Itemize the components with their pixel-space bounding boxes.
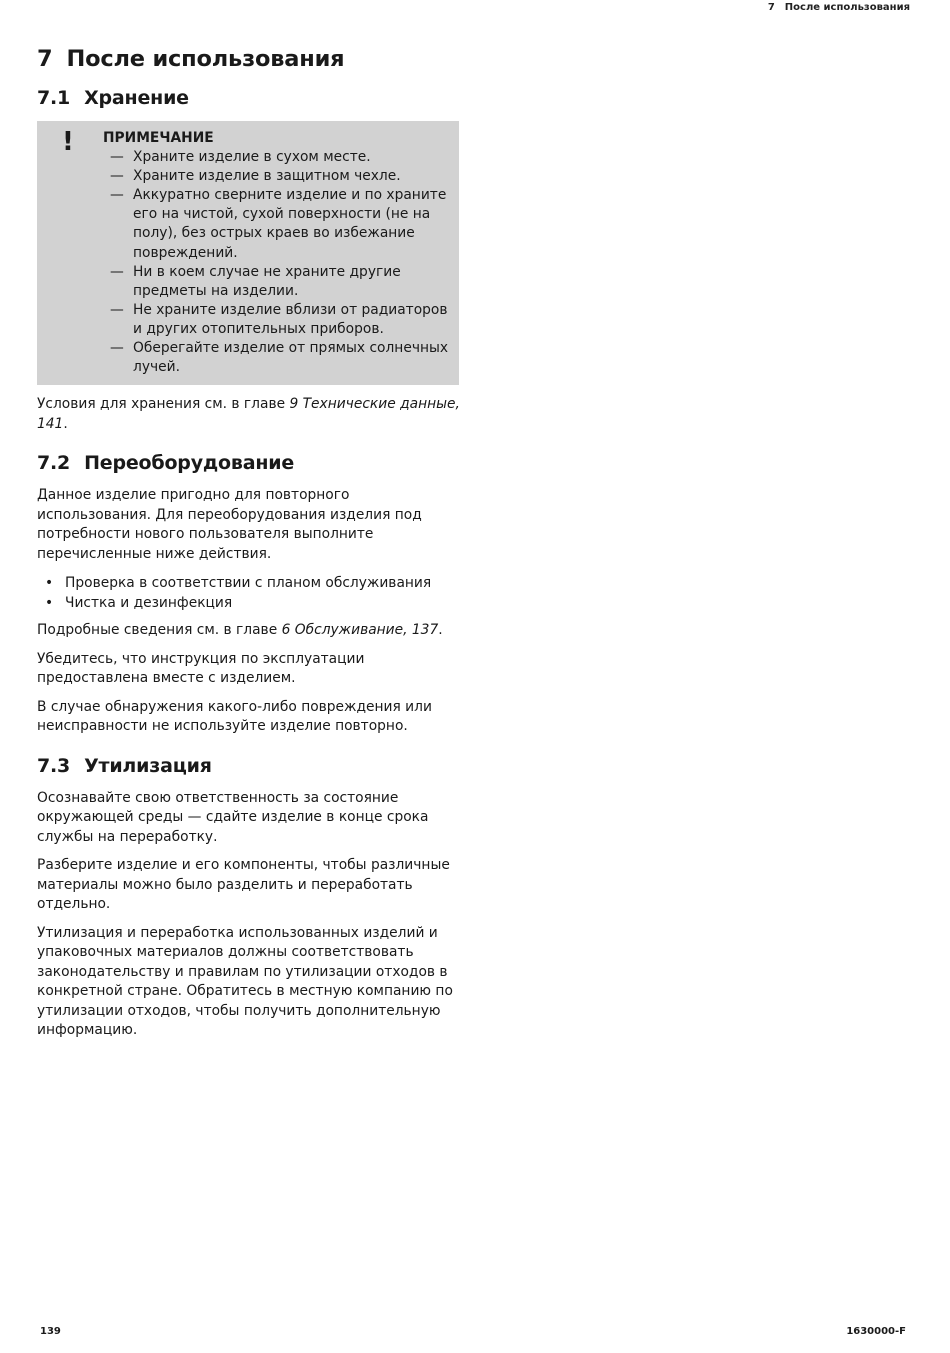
disposal-paragraph-3: Утилизация и переработка использованных изделий и упаковочных материалов должны соответствовать законодательству и правилам по утилизации отходов в конкретной стране. Обратитесь в местную компанию по утилизации отходов, чтобы получить дополнительную информацию.	[37, 924, 453, 1039]
exclamation-icon: !	[62, 127, 74, 157]
refurbish-manual-note: Убедитесь, что инструкция по эксплуатации предоставлена вместе с изделием.	[37, 650, 365, 687]
cross-reference-maintenance[interactable]: 6 Обслуживание, 137	[281, 622, 439, 639]
list-item: • Чистка и дезинфекция	[45, 595, 233, 612]
storage-conditions-paragraph: Условия для хранения см. в главе 9 Технические данные, 141.	[37, 396, 460, 432]
refurbish-intro: Данное изделие пригодно для повторного использования. Для переоборудования изделия под потребности нового пользователя выполните перечисленные ниже действия.	[37, 487, 422, 562]
chapter-title: После использования	[66, 46, 345, 72]
dash-marker: —	[110, 301, 124, 318]
running-header	[768, 2, 910, 13]
section-title: Хранение	[84, 87, 189, 109]
notice-item: — Аккуратно сверните изделие и по храните его на чистой, сухой поверхности (не на полу), без острых краев во избежание повреждений.	[110, 187, 447, 261]
notice-list	[103, 148, 459, 377]
list-item: • Проверка в соответствии с планом обслуживания	[45, 575, 432, 592]
notice-title: ПРИМЕЧАНИЕ	[103, 130, 214, 146]
notice-item: — Храните изделие в защитном чехле.	[103, 167, 459, 186]
dash-marker: —	[110, 168, 124, 185]
disposal-paragraph-2: Разберите изделие и его компоненты, чтобы различные материалы можно было разделить и переработать отдельно.	[37, 857, 450, 913]
bullet-marker: •	[45, 575, 54, 592]
running-header-chapter-number: 7	[767, 2, 775, 13]
disposal-paragraph-1: Осознавайте свою ответственность за состояние окружающей среды — сдайте изделие в конце срока службы на переработку.	[37, 789, 429, 845]
dash-marker: —	[110, 263, 124, 280]
notice-item: — Ни в коем случае не храните другие предметы на изделии.	[110, 263, 401, 299]
section-number: 7.3	[37, 754, 71, 777]
document-code: 1630000-F	[846, 1326, 906, 1337]
notice-item: — Не храните изделие вблизи от радиаторов и других отопительных приборов.	[110, 301, 448, 337]
section-title: Переоборудование	[84, 452, 295, 475]
section-title: Утилизация	[84, 754, 212, 777]
main-column	[37, 46, 461, 1050]
chapter-number: 7	[37, 46, 53, 72]
notice-item: — Храните изделие в сухом месте.	[103, 148, 459, 167]
storage-notice-box	[37, 121, 459, 385]
chapter-heading	[37, 46, 461, 72]
refurbish-details-paragraph: Подробные сведения см. в главе 6 Обслуживание, 137.	[37, 622, 443, 639]
page-number: 139	[40, 1326, 61, 1337]
section-number: 7.2	[37, 452, 71, 475]
notice-item: — Оберегайте изделие от прямых солнечных лучей.	[110, 340, 449, 376]
bullet-marker: •	[45, 595, 54, 612]
section-heading-refurbish	[37, 452, 461, 474]
section-number: 7.1	[37, 87, 71, 109]
running-header-chapter-title: После использования	[784, 2, 910, 13]
dash-marker: —	[110, 187, 124, 204]
refurbish-damage-note: В случае обнаружения какого-либо повреждения или неисправности не используйте изделие повторно.	[37, 698, 432, 735]
refurbish-steps	[37, 573, 461, 613]
cross-reference-technical-data[interactable]: 9 Технические данные, 141	[37, 396, 460, 432]
section-heading-disposal	[37, 755, 461, 777]
dash-marker: —	[110, 149, 124, 166]
section-heading-storage	[37, 87, 461, 109]
dash-marker: —	[110, 340, 124, 357]
